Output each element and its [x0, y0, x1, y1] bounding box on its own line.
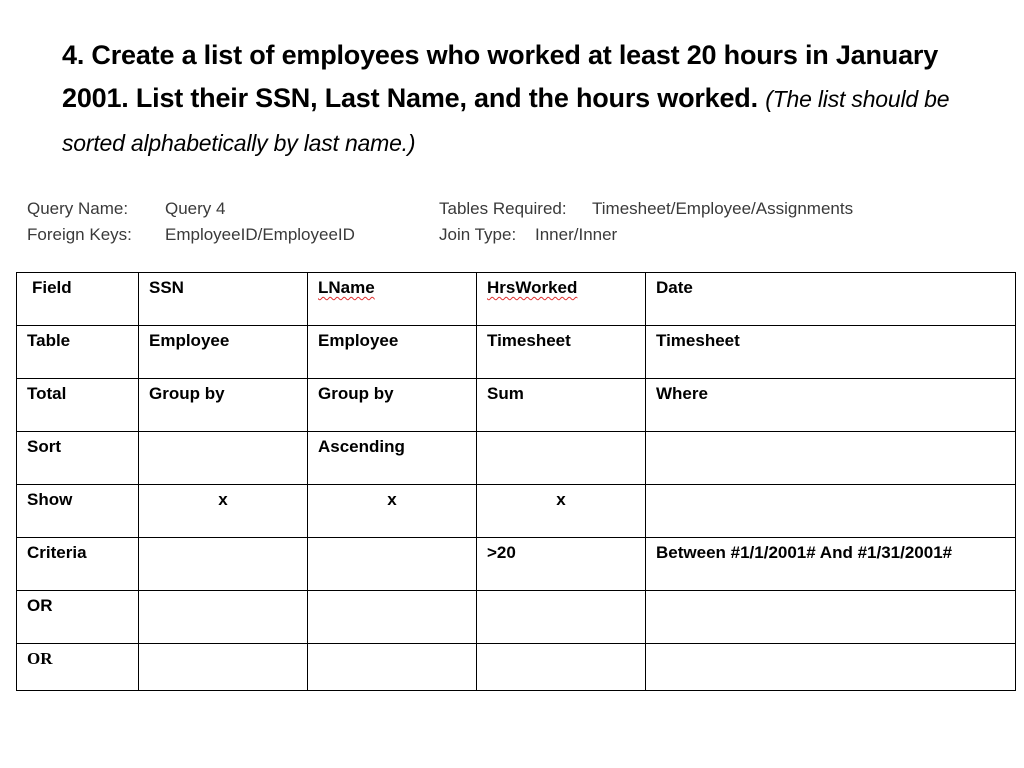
sort-cell-4	[646, 432, 1016, 485]
row-label-total: Total	[17, 379, 139, 432]
query-name-label: Query Name:	[27, 199, 129, 218]
field-hrsworked-text: HrsWorked	[487, 278, 578, 297]
row-label-or-2: OR	[17, 644, 139, 691]
grid-row-show	[17, 485, 1016, 538]
show-cell-2: x	[308, 485, 477, 538]
grid-row-sort	[17, 432, 1016, 485]
or2-cell-2	[308, 644, 477, 691]
or2-cell-3	[477, 644, 646, 691]
tables-required-label: Tables Required:	[439, 199, 567, 218]
foreign-keys-label: Foreign Keys:	[27, 225, 132, 244]
sort-cell-3	[477, 432, 646, 485]
question-title	[62, 34, 982, 165]
total-cell-2: Group by	[308, 379, 477, 432]
query-design-grid	[16, 272, 1016, 691]
question-period: .	[750, 83, 758, 113]
grid-row-or-2	[17, 644, 1016, 691]
table-cell-1: Employee	[139, 326, 308, 379]
criteria-cell-3: >20	[477, 538, 646, 591]
show-cell-4	[646, 485, 1016, 538]
sort-cell-2: Ascending	[308, 432, 477, 485]
or1-cell-4	[646, 591, 1016, 644]
table-cell-3: Timesheet	[477, 326, 646, 379]
field-hrsworked	[477, 273, 646, 326]
row-label-sort: Sort	[17, 432, 139, 485]
grid-row-table	[17, 326, 1016, 379]
row-label-show: Show	[17, 485, 139, 538]
or2-cell-4	[646, 644, 1016, 691]
join-type-label: Join Type:	[439, 225, 517, 244]
criteria-cell-1	[139, 538, 308, 591]
show-cell-1: x	[139, 485, 308, 538]
total-cell-1: Group by	[139, 379, 308, 432]
row-label-table: Table	[17, 326, 139, 379]
grid-row-total	[17, 379, 1016, 432]
grid-row-field	[17, 273, 1016, 326]
or2-cell-1	[139, 644, 308, 691]
row-label-field: Field	[17, 273, 139, 326]
grid-row-or-1	[17, 591, 1016, 644]
field-lname	[308, 273, 477, 326]
or1-cell-3	[477, 591, 646, 644]
total-cell-4: Where	[646, 379, 1016, 432]
sorting-note: (The list should be sorted alphabetically by last name.)	[62, 86, 950, 156]
criteria-cell-2	[308, 538, 477, 591]
field-ssn: SSN	[139, 273, 308, 326]
query-name-value: Query 4	[165, 199, 226, 218]
sort-cell-1	[139, 432, 308, 485]
field-lname-text: LName	[318, 278, 375, 297]
field-date: Date	[646, 273, 1016, 326]
row-label-or-1: OR	[17, 591, 139, 644]
show-cell-3: x	[477, 485, 646, 538]
criteria-cell-4: Between #1/1/2001# And #1/31/2001#	[646, 538, 1016, 591]
grid-row-criteria	[17, 538, 1016, 591]
foreign-keys-value: EmployeeID/EmployeeID	[165, 225, 355, 244]
table-cell-4: Timesheet	[646, 326, 1016, 379]
question-text: 4. Create a list of employees who worked at least 20 hours in January 2001. List their SSN, Last Name, and the hours worked	[62, 40, 939, 113]
row-label-criteria: Criteria	[17, 538, 139, 591]
join-type-value: Inner/Inner	[535, 225, 618, 244]
or1-cell-2	[308, 591, 477, 644]
total-cell-3: Sum	[477, 379, 646, 432]
table-cell-2: Employee	[308, 326, 477, 379]
or1-cell-1	[139, 591, 308, 644]
tables-required-value: Timesheet/Employee/Assignments	[592, 199, 854, 218]
